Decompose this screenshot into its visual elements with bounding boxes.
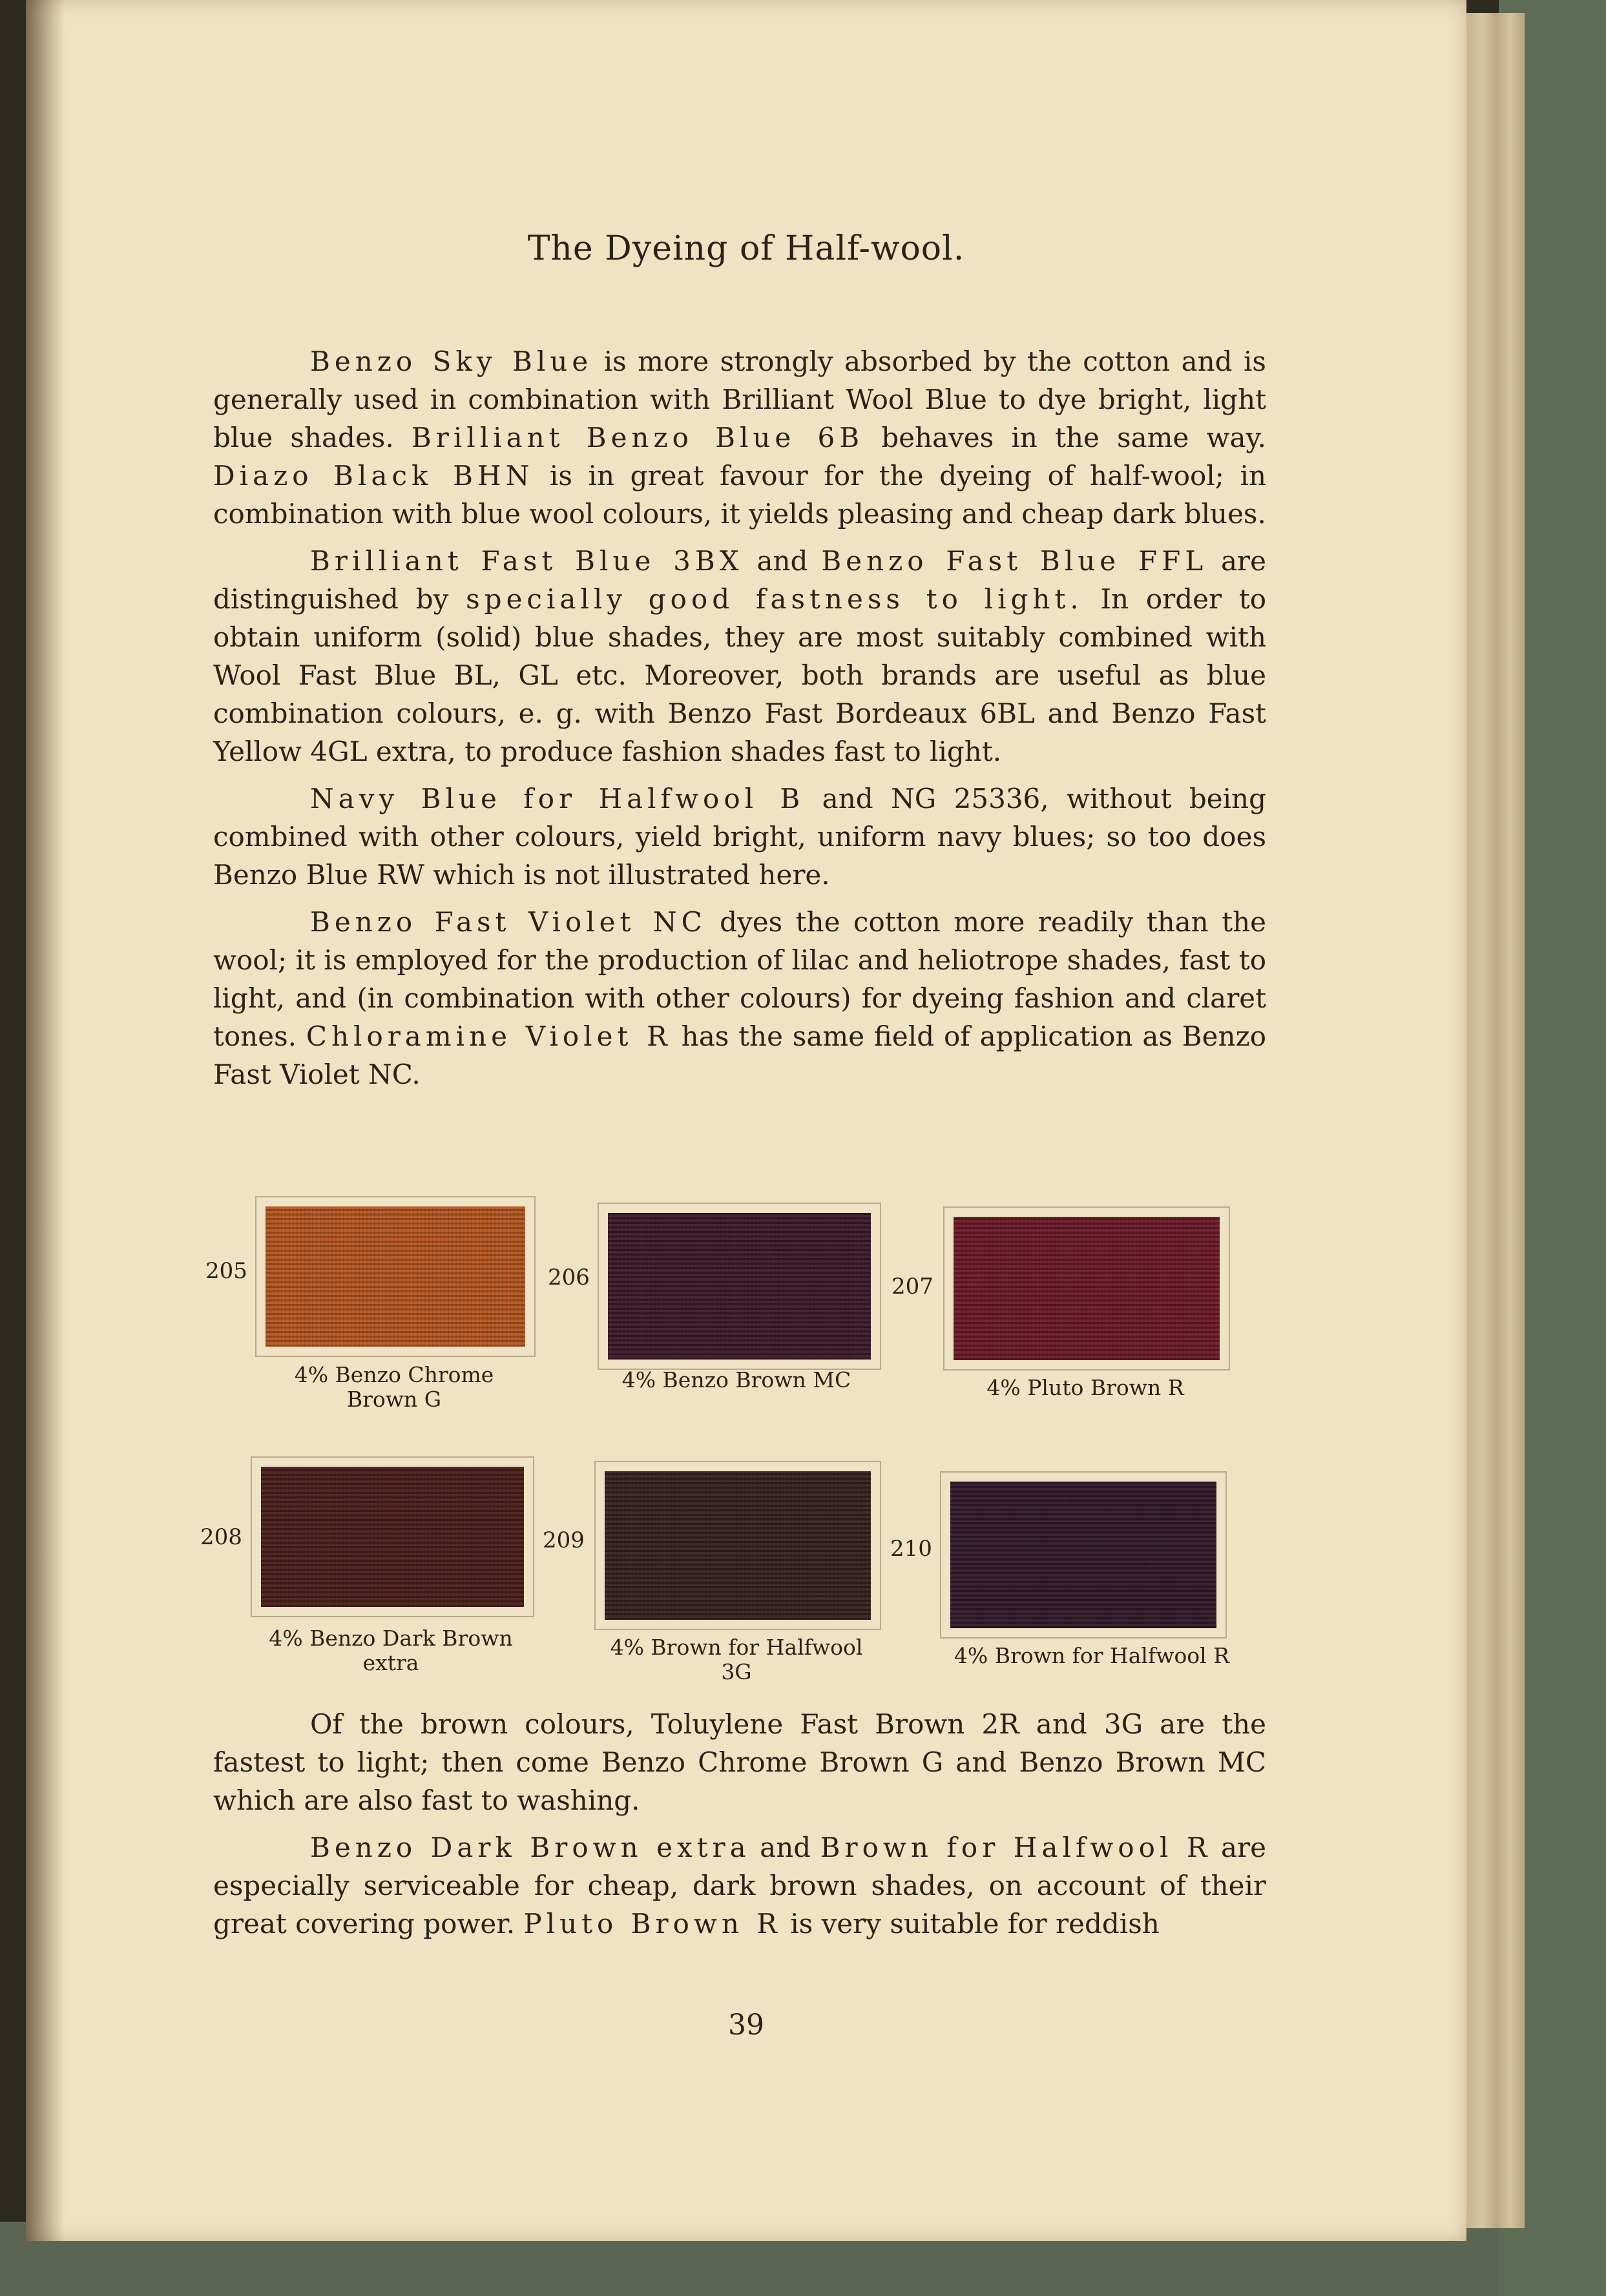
paragraph-text: and: [743, 545, 822, 577]
fabric-swatch: [261, 1467, 524, 1607]
swatch-frame: [598, 1203, 881, 1370]
dye-name: Brilliant Fast Blue 3BX: [310, 545, 744, 577]
paragraph-text: behaves in the same way.: [864, 422, 1266, 453]
paragraph-text: and: [750, 1832, 820, 1863]
dye-name: Benzo Fast Blue FFL: [821, 545, 1208, 577]
swatch-frame: [940, 1471, 1227, 1639]
sample-number: 207: [892, 1274, 933, 1299]
fabric-swatch: [605, 1471, 871, 1620]
dye-name: Benzo Sky Blue: [310, 346, 593, 377]
sample-caption: [258, 1363, 530, 1412]
caption-line: extra: [362, 1650, 419, 1675]
paragraph-text: is more strongly absorbed by the cotton and is generally used in combination with Brilliant Wool Blue to dye bright, light blue shades.: [213, 346, 1266, 453]
paragraph-text: dyes the cotton more readily than the wool; it is employed for the production of lilac and heliotrope shades, fast to light, and (in combination with other colours) for dyeing fashion and claret tones.: [213, 906, 1266, 1052]
dye-name: Brilliant Benzo Blue 6B: [411, 422, 864, 453]
paragraph-5: [213, 1705, 1266, 1819]
dye-name: Chloramine Violet R: [306, 1020, 672, 1052]
caption-line: 3G: [721, 1659, 752, 1684]
upper-text-block: [213, 342, 1266, 1093]
paragraph-text: is very suitable for reddish: [781, 1908, 1160, 1939]
sample-caption: [594, 1635, 879, 1684]
paragraph-text: are especially serviceable for cheap, dark brown shades, on account of their great covering power.: [213, 1832, 1266, 1939]
paragraph-text: Of the brown colours, Toluylene Fast Brown 2R and 3G are the fastest to light; then come Benzo Chrome Brown G and Benzo Brown MC which are also fast to washing.: [213, 1708, 1266, 1816]
paragraph-text: are distinguished by: [213, 545, 1266, 615]
dye-name: Benzo Fast Violet NC: [310, 906, 707, 938]
paragraph-3: [213, 780, 1266, 894]
paragraph-2: [213, 542, 1266, 771]
swatch-frame: [943, 1206, 1230, 1370]
spine-shadow: [26, 0, 65, 2241]
caption-line: 4% Benzo Dark Brown: [269, 1626, 513, 1651]
dye-name: Benzo Dark Brown extra: [310, 1832, 751, 1863]
paragraph-4: [213, 903, 1266, 1093]
sample-caption: [943, 1644, 1240, 1668]
sample-caption: [249, 1626, 533, 1675]
paragraph-text: has the same field of application as Benzo Fast Violet NC.: [213, 1020, 1266, 1090]
caption-line: 4% Benzo Brown MC: [621, 1367, 851, 1392]
caption-line: 4% Pluto Brown R: [986, 1375, 1184, 1400]
swatch-frame: [594, 1461, 881, 1630]
lower-text-block: [213, 1705, 1266, 1943]
sample-caption: [943, 1376, 1227, 1400]
sample-caption: [594, 1368, 879, 1392]
fabric-swatch: [266, 1206, 525, 1347]
sample-number: 210: [890, 1536, 932, 1562]
paragraph-1: [213, 342, 1266, 533]
sample-number: 209: [543, 1527, 585, 1553]
fabric-swatch: [950, 1482, 1216, 1628]
caption-line: 4% Brown for Halfwool: [610, 1635, 863, 1660]
caption-line: 4% Brown for Halfwool R: [954, 1643, 1230, 1668]
dye-name: Navy Blue for Halfwool B: [310, 783, 805, 814]
dye-name: Pluto Brown R: [523, 1908, 782, 1939]
dye-name: Brown for Halfwool R: [820, 1832, 1212, 1863]
sample-number: 206: [548, 1265, 590, 1290]
fabric-swatch: [608, 1213, 871, 1360]
fabric-swatch: [954, 1217, 1220, 1360]
sample-number: 205: [205, 1258, 247, 1284]
swatch-frame: [251, 1456, 534, 1617]
paragraph-text: and NG 25336, without being combined with other colours, yield bright, uniform navy blues; so too does Benzo Blue RW which is not illustrated here.: [213, 783, 1266, 891]
emphasis-text: specially good fastness to light.: [466, 583, 1083, 615]
sample-number: 208: [200, 1524, 242, 1550]
dye-name: Diazo Black BHN: [213, 460, 534, 491]
paragraph-6: [213, 1828, 1266, 1943]
page-number: 39: [728, 2009, 764, 2042]
page-title: The Dyeing of Half-wool.: [527, 229, 965, 268]
paragraph-text: is in great favour for the dyeing of half-wool; in combination with blue wool colours, it yields pleasing and cheap dark blues.: [213, 460, 1266, 530]
book-page: [26, 0, 1466, 2241]
caption-line: 4% Benzo Chrome: [294, 1362, 494, 1387]
paragraph-text: In order to obtain uniform (solid) blue shades, they are most suitably combined with Wool Fast Blue BL, GL etc. Moreover, both brands are useful as blue combination colours, e. g. with Benzo Fast Bordeaux 6BL and Benzo Fast Yellow 4GL extra, to produce fashion shades fast to light.: [213, 583, 1267, 767]
swatch-frame: [255, 1196, 536, 1357]
caption-line: Brown G: [346, 1387, 442, 1412]
